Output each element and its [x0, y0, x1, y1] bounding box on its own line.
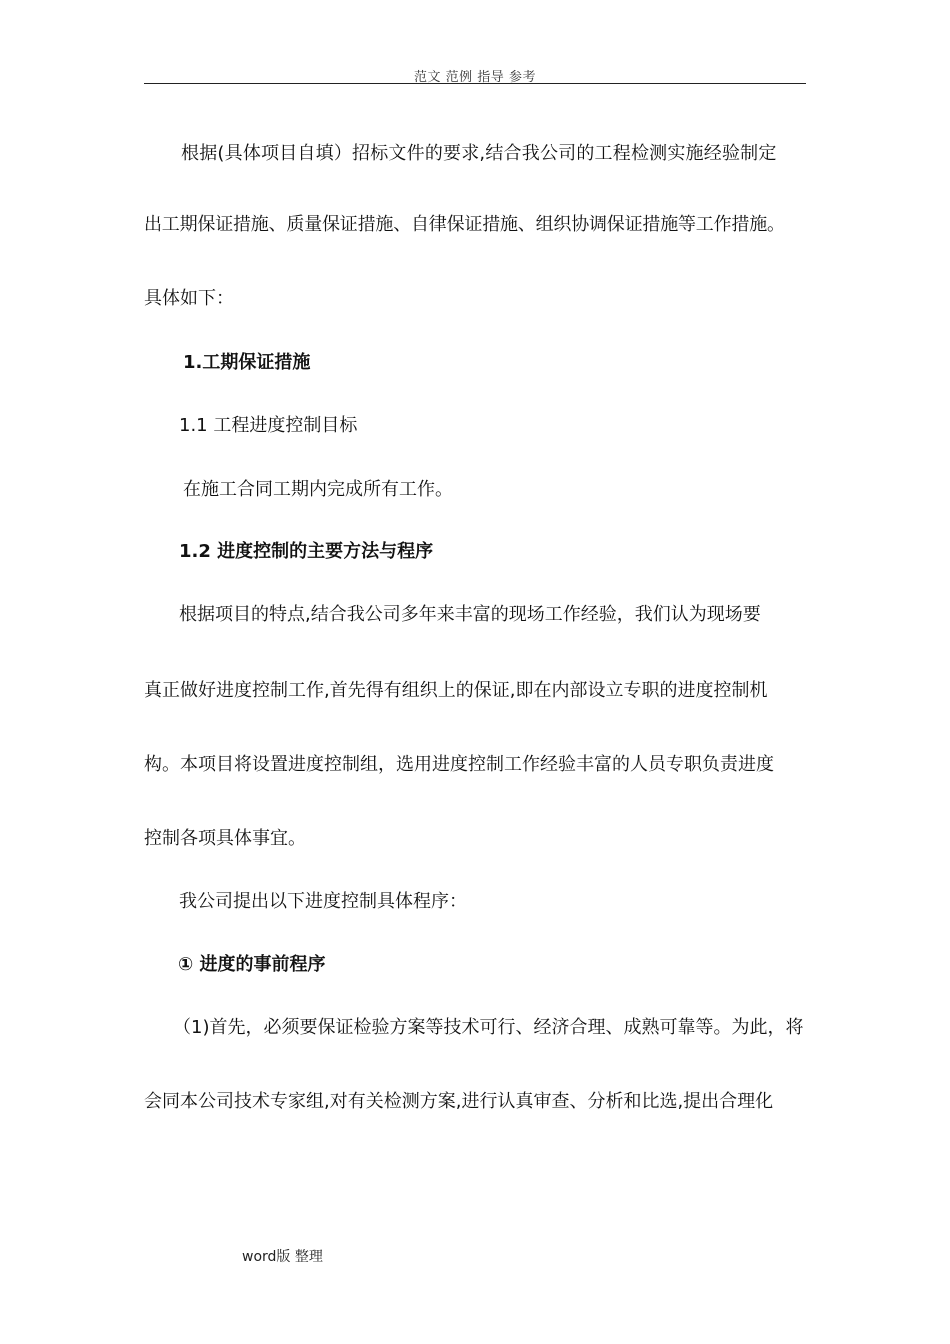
page-header: 范文 范例 指导 参考 [414, 70, 536, 85]
page-footer: word版 整理 [242, 1249, 323, 1265]
section-1-1-text: 在施工合同工期内完成所有工作。 [183, 479, 453, 500]
paragraph-2-line-1: 根据项目的特点,结合我公司多年来丰富的现场工作经验，我们认为现场要 [179, 604, 761, 625]
section-heading-1-1: 1.1 工程进度控制目标 [179, 415, 358, 436]
paragraph-2-line-3: 构。本项目将设置进度控制组，选用进度控制工作经验丰富的人员专职负责进度 [144, 754, 774, 775]
header-divider [144, 83, 806, 84]
section-heading-1-2: 1.2 进度控制的主要方法与程序 [179, 541, 434, 562]
intro-line-1: 根据(具体项目自填）招标文件的要求,结合我公司的工程检测实施经验制定 [181, 143, 777, 164]
paragraph-4-line-1: （1)首先，必须要保证检验方案等技术可行、经济合理、成熟可靠等。为此，将 [173, 1017, 804, 1038]
paragraph-3-line-1: 我公司提出以下进度控制具体程序： [179, 891, 467, 912]
intro-line-2: 出工期保证措施、质量保证措施、自律保证措施、组织协调保证措施等工作措施。 [144, 214, 785, 235]
paragraph-4-line-2: 会同本公司技术专家组,对有关检测方案,进行认真审查、分析和比选,提出合理化 [144, 1091, 774, 1112]
section-heading-1: 1.工期保证措施 [183, 352, 311, 373]
step-heading-1: ① 进度的事前程序 [178, 954, 326, 975]
paragraph-2-line-2: 真正做好进度控制工作,首先得有组织上的保证,即在内部设立专职的进度控制机 [144, 680, 768, 701]
intro-line-3: 具体如下： [144, 288, 234, 309]
paragraph-2-line-4: 控制各项具体事宜。 [144, 828, 306, 849]
